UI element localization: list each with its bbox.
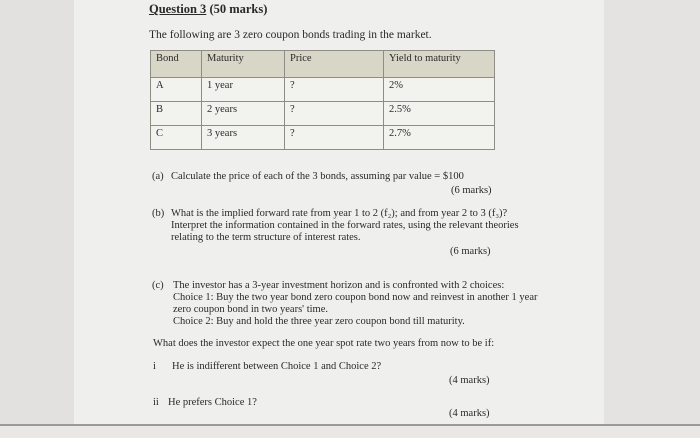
cell-price: ? [285,126,384,150]
cell-price: ? [285,102,384,126]
cell-ytm: 2.5% [384,102,495,126]
part-c-line4: Choice 2: Buy and hold the three year zero coupon bond till maturity. [173,316,465,327]
header-maturity: Maturity [202,51,285,78]
part-b-marks: (6 marks) [450,246,491,257]
question-intro: The following are 3 zero coupon bonds trading in the market. [149,29,432,41]
table-row [151,126,495,150]
background-left [0,0,74,435]
sub-ii-label: ii [153,397,159,408]
table-row [151,102,495,126]
part-a-text: Calculate the price of each of the 3 bonds, assuming par value = $100 [171,171,464,182]
part-b-label: (b) [152,208,165,219]
part-a-marks: (6 marks) [451,185,492,196]
part-c-line2: Choice 1: Buy the two year bond zero coupon bond now and reinvest in another 1 year [173,292,538,303]
table-row [151,78,495,102]
question-title [149,2,267,17]
background-bottom [0,426,700,438]
header-ytm: Yield to maturity [384,51,495,78]
question-number: Question 3 [149,2,207,16]
header-price: Price [285,51,384,78]
cell-bond: C [151,126,202,150]
question-marks: (50 marks) [206,2,268,16]
part-a-label: (a) [152,171,164,182]
cell-ytm: 2% [384,78,495,102]
background-right [604,0,700,435]
part-c-question: What does the investor expect the one year spot rate two years from now to be if: [153,338,495,349]
part-b-line3: relating to the term structure of interest rates. [171,232,361,243]
header-bond: Bond [151,51,202,78]
cell-price: ? [285,78,384,102]
sub-ii-marks: (4 marks) [449,408,490,419]
cell-maturity: 2 years [202,102,285,126]
sub-i-marks: (4 marks) [449,375,490,386]
part-b-line2: Interpret the information contained in the forward rates, using the relevant theories [171,220,519,231]
part-c-line3: zero coupon bond in two years' time. [173,304,328,315]
cell-bond: B [151,102,202,126]
sub-i-label: i [153,361,156,372]
sub-ii-text: He prefers Choice 1? [168,397,257,408]
table-header-row [151,51,495,78]
cell-bond: A [151,78,202,102]
sub-i-text: He is indifferent between Choice 1 and Choice 2? [172,361,382,372]
cell-maturity: 3 years [202,126,285,150]
part-c-label: (c) [152,280,164,291]
bonds-table [150,50,495,150]
part-b-line1: What is the implied forward rate from year 1 to 2 (f₂); and from year 2 to 3 (f₃)? [171,208,508,219]
part-c-line1: The investor has a 3-year investment horizon and is confronted with 2 choices: [173,280,505,291]
cell-maturity: 1 year [202,78,285,102]
cell-ytm: 2.7% [384,126,495,150]
